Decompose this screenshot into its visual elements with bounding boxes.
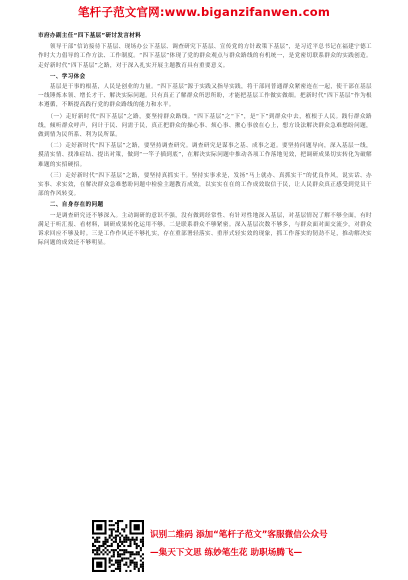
document-title: 市府办副主任“四下基层”研讨发言材料 — [38, 33, 142, 39]
paragraph: 领导干部“信访接待下基层、现场办公下基层、调查研究下基层、宣传党的方针政策下基层”，是习近平总书记在福建宁德工作时大力倡导的工作方法、工作制度。“四下基层”体现了党的群众观点与群众路线的有机统一，是党密切联系群众的实践创造。走好新时代“四下基层”之路，对于深入扎实开展主题教育具有重要意义。 — [38, 44, 372, 69]
site-banner: 笔杆子范文官网:www.biganzifanwen.com — [77, 5, 331, 19]
paragraph: （一）走好新时代“四下基层”之路，要坚持群众路线。“四下基层”之“下”，是“下”到群众中去，植根于人民。践行群众路线，倾听群众呼声，问计于民、问需于民，真正把群众的操心事、烦心事、揪心事放在心上，想方设法解决群众急难愁盼问题，做到情为民所系、利为民所谋。 — [38, 113, 372, 138]
paragraph: 基层是干事的根基，人民是创业的力量。“四下基层”源于实践又指导实践，将干部同普通群众紧密连在一起，使干部在基层一线锤炼本领、增长才干、解决实际问题。只有真正了解群众所思所盼，才能把基层工作做实做细。把新时代“四下基层”作为根本遵循，不断提高践行党的群众路线的能力和水平。 — [38, 84, 372, 109]
promo-footer — [0, 516, 408, 580]
paragraph: 一是调查研究还不够深入。主动调研的意识不强，没有做到经常性、有针对性地深入基层，对基层情况了解不够全面，有时满足于听汇报、看材料，调研成果转化运用不够。二是联系群众不够紧密。深入基层次数不够多，与群众面对面交流少，对群众诉求回应不够及时。三是工作作风还不够扎实，存在重部署轻落实、重形式轻实效的现象，抓工作落实的韧劲不足，推动解决实际问题的成效还不够明显。 — [38, 212, 372, 247]
section-heading: 一、学习体会 — [38, 73, 86, 80]
footer-line-1: 识别二维码 添加“笔杆子范文”客服微信公众号 — [150, 530, 328, 540]
qr-code-icon[interactable] — [92, 520, 144, 572]
paragraph: （二）走好新时代“四下基层”之路，要坚持调查研究。调查研究是谋事之基、成事之道。要坚持问题导向，深入基层一线，摸清实情、找准症结、提出对策，做到“一竿子插到底”，在解决实际问题中推动各项工作落地见效，把调研成果切实转化为破解难题的实招硬招。 — [38, 143, 372, 168]
paragraph: （三）走好新时代“四下基层”之路，要坚持真抓实干。坚持实事求是，发扬“马上就办、真抓实干”的优良作风，说实话、办实事、求实效，在解决群众急难愁盼问题中检验主题教育成效，以实实在在的工作成效取信于民，让人民群众真正感受到党员干部的作风转变。 — [38, 172, 372, 198]
footer-line-2: —集天下文思 练妙笔生花 助职场腾飞— — [150, 548, 303, 558]
section-heading: 二、自身存在的问题 — [38, 202, 104, 209]
document-page — [0, 26, 408, 516]
